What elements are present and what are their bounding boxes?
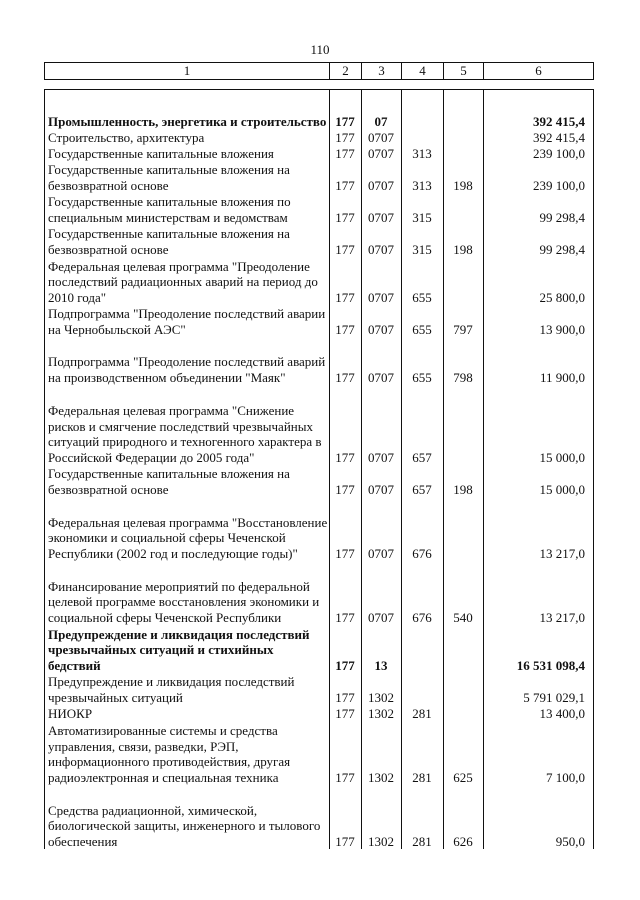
row-label: Строительство, архитектура	[48, 130, 205, 146]
expense-type-code: 798	[453, 370, 473, 386]
table-row	[44, 466, 593, 498]
amount-value: 13 900,0	[539, 322, 585, 338]
section-code: 0707	[368, 146, 394, 162]
chapter-code: 177	[335, 450, 355, 466]
section-code: 07	[374, 114, 388, 130]
chapter-code: 177	[335, 690, 355, 706]
table-row	[44, 306, 593, 338]
amount-value: 392 415,4	[533, 130, 585, 146]
target-code: 281	[412, 706, 432, 722]
table-row	[44, 498, 593, 562]
table-top-rule	[44, 89, 593, 90]
expense-type-code: 626	[453, 834, 473, 850]
row-label: Подпрограмма "Преодоление последствий аварий на производственном объединении "Маяк"	[48, 354, 326, 386]
section-code: 0707	[368, 178, 394, 194]
table-row	[44, 96, 593, 130]
section-code: 0707	[368, 610, 394, 626]
section-code: 1302	[368, 770, 394, 786]
section-code: 0707	[368, 450, 394, 466]
row-label: Промышленность, энергетика и строительство	[48, 114, 327, 130]
section-code: 0707	[368, 210, 394, 226]
table-row	[44, 562, 593, 626]
amount-value: 16 531 098,4	[516, 658, 585, 674]
table-row	[44, 706, 593, 722]
section-code: 0707	[368, 370, 394, 386]
section-code: 1302	[368, 706, 394, 722]
amount-value: 13 217,0	[539, 546, 585, 562]
target-code: 655	[412, 322, 432, 338]
row-label: НИОКР	[48, 706, 93, 722]
table-row	[44, 226, 593, 258]
row-label: Федеральная целевая программа "Снижение рисков и смягчение последствий чрезвычайных ситуаций природного и техногенного характера в Российской Федерации до 2005 года"	[48, 402, 322, 466]
amount-value: 13 400,0	[539, 706, 585, 722]
table-row	[44, 722, 593, 786]
section-code: 13	[374, 658, 388, 674]
table-row	[44, 786, 593, 850]
chapter-code: 177	[335, 706, 355, 722]
target-code: 313	[412, 146, 432, 162]
row-label: Предупреждение и ликвидация последствий чрезвычайных ситуаций	[48, 674, 295, 706]
chapter-code: 177	[335, 290, 355, 306]
column-header-table	[44, 62, 594, 80]
section-code: 0707	[368, 290, 394, 306]
amount-value: 7 100,0	[546, 770, 585, 786]
amount-value: 239 100,0	[533, 146, 585, 162]
table-row	[44, 162, 593, 194]
column-header: 6	[484, 63, 594, 80]
section-code: 0707	[368, 482, 394, 498]
row-label: Государственные капитальные вложения на безвозвратной основе	[48, 466, 290, 498]
row-label: Финансирование мероприятий по федеральной целевой программе восстановления экономики и социальной сферы Чеченской Республики	[48, 578, 320, 626]
table-row	[44, 258, 593, 306]
chapter-code: 177	[335, 114, 355, 130]
chapter-code: 177	[335, 130, 355, 146]
column-header: 4	[402, 63, 444, 80]
section-code: 1302	[368, 834, 394, 850]
target-code: 281	[412, 834, 432, 850]
row-label: Государственные капитальные вложения на безвозвратной основе	[48, 226, 290, 258]
amount-value: 99 298,4	[539, 210, 585, 226]
section-code: 0707	[368, 546, 394, 562]
row-label: Предупреждение и ликвидация последствий чрезвычайных ситуаций и стихийных бедствий	[48, 626, 310, 674]
expense-type-code: 198	[453, 178, 473, 194]
row-label: Автоматизированные системы и средства управления, связи, разведки, РЭП, информационного противодействия, другая радиоэлектронная и специальная техника	[48, 722, 291, 786]
section-code: 1302	[368, 690, 394, 706]
amount-value: 11 900,0	[539, 370, 585, 386]
chapter-code: 177	[335, 658, 355, 674]
section-code: 0707	[368, 130, 394, 146]
chapter-code: 177	[335, 482, 355, 498]
target-code: 281	[412, 770, 432, 786]
amount-value: 99 298,4	[539, 242, 585, 258]
table-row	[44, 146, 593, 162]
expense-type-code: 198	[453, 482, 473, 498]
target-code: 655	[412, 290, 432, 306]
chapter-code: 177	[335, 322, 355, 338]
target-code: 676	[412, 610, 432, 626]
column-header-row	[45, 63, 594, 80]
expense-type-code: 625	[453, 770, 473, 786]
column-divider	[593, 89, 594, 849]
table-row	[44, 674, 593, 706]
chapter-code: 177	[335, 242, 355, 258]
amount-value: 13 217,0	[539, 610, 585, 626]
row-label: Федеральная целевая программа "Преодоление последствий радиационных аварий на период до 2010 года"	[48, 258, 318, 306]
expense-type-code: 198	[453, 242, 473, 258]
target-code: 657	[412, 482, 432, 498]
chapter-code: 177	[335, 770, 355, 786]
chapter-code: 177	[335, 178, 355, 194]
row-label: Средства радиационной, химической, биологической защиты, инженерного и тылового обеспечения	[48, 802, 321, 850]
amount-value: 25 800,0	[539, 290, 585, 306]
amount-value: 392 415,4	[533, 114, 585, 130]
chapter-code: 177	[335, 546, 355, 562]
target-code: 655	[412, 370, 432, 386]
table-row	[44, 194, 593, 226]
chapter-code: 177	[335, 610, 355, 626]
row-label: Подпрограмма "Преодоление последствий аварии на Чернобыльской АЭС"	[48, 306, 326, 338]
table-row	[44, 130, 593, 146]
target-code: 657	[412, 450, 432, 466]
target-code: 315	[412, 242, 432, 258]
section-code: 0707	[368, 322, 394, 338]
amount-value: 15 000,0	[539, 450, 585, 466]
amount-value: 15 000,0	[539, 482, 585, 498]
target-code: 676	[412, 546, 432, 562]
column-header: 5	[444, 63, 484, 80]
chapter-code: 177	[335, 370, 355, 386]
row-label: Государственные капитальные вложения	[48, 146, 274, 162]
amount-value: 5 791 029,1	[523, 690, 585, 706]
row-label: Федеральная целевая программа "Восстановление экономики и социальной сферы Чеченской Республики (2002 год и последующие годы)"	[48, 514, 328, 562]
target-code: 315	[412, 210, 432, 226]
amount-value: 239 100,0	[533, 178, 585, 194]
column-header: 2	[330, 63, 362, 80]
row-label: Государственные капитальные вложения на безвозвратной основе	[48, 162, 290, 194]
chapter-code: 177	[335, 210, 355, 226]
expense-type-code: 797	[453, 322, 473, 338]
table-row	[44, 338, 593, 386]
target-code: 313	[412, 178, 432, 194]
page-number: 110	[310, 42, 330, 57]
amount-value: 950,0	[555, 834, 585, 850]
chapter-code: 177	[335, 834, 355, 850]
chapter-code: 177	[335, 146, 355, 162]
section-code: 0707	[368, 242, 394, 258]
column-header: 3	[362, 63, 402, 80]
column-header: 1	[45, 63, 330, 80]
table-row	[44, 626, 593, 674]
expense-type-code: 540	[453, 610, 473, 626]
row-label: Государственные капитальные вложения по специальным министерствам и ведомствам	[48, 194, 291, 226]
table-row	[44, 386, 593, 466]
